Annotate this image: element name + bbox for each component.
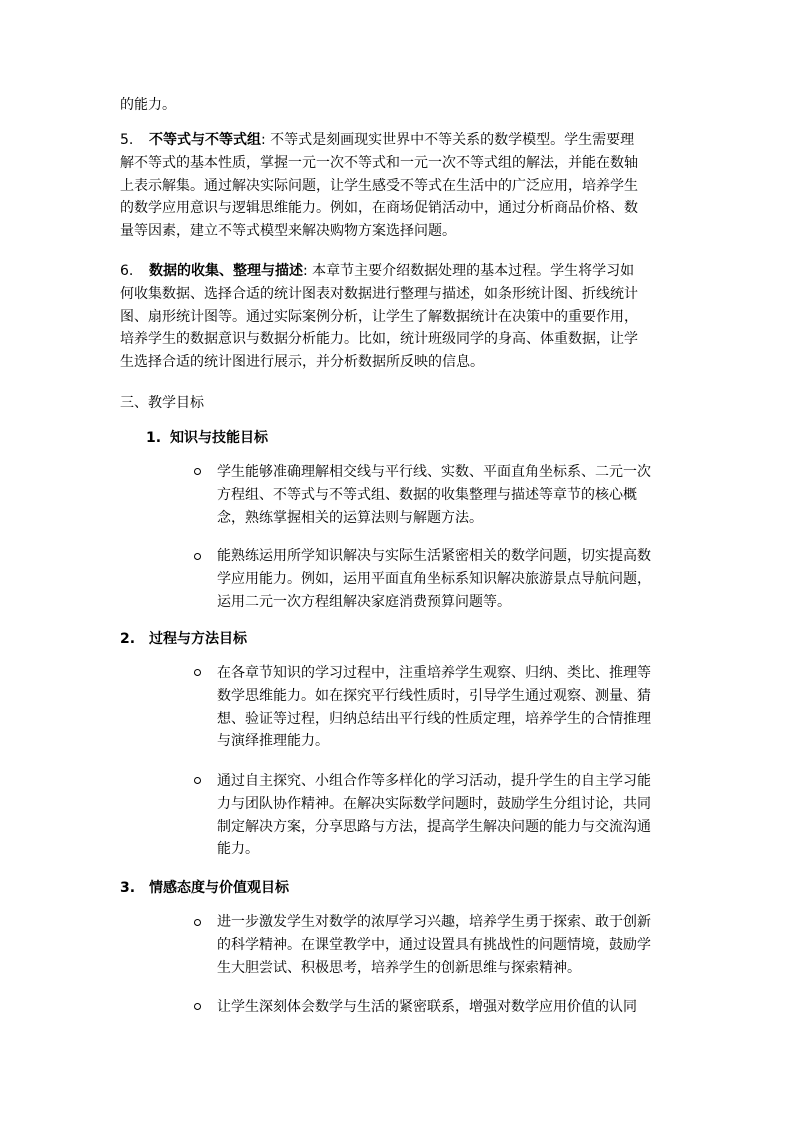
bullet-line: 生大胆尝试、积极思考，培养学生的创新思维与探索精神。 <box>217 959 581 976</box>
goal-number: 3. <box>120 880 136 896</box>
bullet-line: 学生能够准确理解相交线与平行线、实数、平面直角坐标系、二元一次 <box>217 464 651 480</box>
bullet-circle-icon <box>194 669 201 676</box>
goal-number: 2. <box>120 631 136 647</box>
continuation-line: 的能力。 <box>120 97 176 113</box>
bullet-line: 进一步激发学生对数学的浓厚学习兴趣，培养学生勇于探索、敢于创新 <box>217 914 651 930</box>
bullet-line: 与演绎推理能力。 <box>217 733 329 750</box>
bullet-line: 力与团队协作精神。在解决实际数学问题时，鼓励学生分组讨论，共同 <box>217 795 651 812</box>
goal-number: 1. <box>146 430 162 446</box>
bullet-line: 念，熟练掌握相关的运算法则与解题方法。 <box>217 509 483 526</box>
bullet-circle-icon <box>194 1003 201 1010</box>
bullet-line: 让学生深刻体会数学与生活的紧密联系，增强对数学应用价值的认同 <box>217 999 637 1015</box>
item-paragraph <box>149 129 634 152</box>
item-line: 量等因素，建立不等式模型来解决购物方案选择问题。 <box>120 223 456 240</box>
goal-title: 情感态度与价值观目标 <box>149 880 289 896</box>
item-paragraph-continuation <box>120 152 638 243</box>
bullet-line: 学应用能力。例如，运用平面直角坐标系知识解决旅游景点导航问题， <box>217 570 651 587</box>
bullet-line: 在各章节知识的学习过程中，注重培养学生观察、归纳、类比、推理等 <box>217 665 651 681</box>
bullet-line: 能熟练运用所学知识解决与实际生活紧密相关的数学问题，切实提高数 <box>217 548 651 564</box>
bullet-line: 方程组、不等式与不等式组、数据的收集整理与描述等章节的核心概 <box>217 486 637 503</box>
item-line: 上表示解集。通过解决实际问题，让学生感受不等式在生活中的广泛应用，培养学生 <box>120 177 638 194</box>
item-number: 6. <box>120 263 134 279</box>
item-paragraph <box>149 260 634 283</box>
bullet-line: 想、验证等过程，归纳总结出平行线的性质定理，培养学生的合情推理 <box>217 710 651 727</box>
item-paragraph-continuation <box>120 283 638 374</box>
section-heading-text: 三、教学目标 <box>120 395 204 411</box>
goal-bullet-text <box>217 461 651 529</box>
goal-bullet-text <box>217 996 637 1019</box>
bullet-line: 数学思维能力。如在探究平行线性质时，引导学生通过观察、测量、猜 <box>217 687 651 704</box>
bullet-line: 的科学精神。在课堂教学中，通过设置具有挑战性的问题情境，鼓励学 <box>217 936 651 953</box>
bullet-line: 能力。 <box>217 841 259 858</box>
item-line: 培养学生的数据意识与数据分析能力。比如，统计班级同学的身高、体重数据，让学 <box>120 331 638 348</box>
continuation-text <box>120 94 176 117</box>
item-number: 5. <box>120 132 134 148</box>
bullet-line: 制定解决方案，分享思路与方法，提高学生解决问题的能力与交流沟通 <box>217 818 651 835</box>
item-title: 不等式与不等式组 <box>149 132 261 148</box>
goal-bullet-text <box>217 545 651 613</box>
bullet-line: 通过自主探究、小组合作等多样化的学习活动，提升学生的自主学习能 <box>217 773 651 789</box>
item-line: : 不等式是刻画现实世界中不等关系的数学模型。学生需要理 <box>261 132 635 148</box>
item-line: 的数学应用意识与逻辑思维能力。例如，在商场促销活动中，通过分析商品价格、数 <box>120 200 638 217</box>
bullet-circle-icon <box>194 553 201 560</box>
goal-bullet-text <box>217 911 651 979</box>
goal-bullet-text <box>217 662 651 753</box>
goal-bullet-text <box>217 770 651 861</box>
item-line: 解不等式的基本性质，掌握一元一次不等式和一元一次不等式组的解法，并能在数轴 <box>120 154 638 171</box>
bullet-circle-icon <box>194 468 201 475</box>
section-heading <box>120 392 204 415</box>
item-line: : 本章节主要介绍数据处理的基本过程。学生将学习如 <box>303 263 635 279</box>
item-line: 何收集数据、选择合适的统计图表对数据进行整理与描述，如条形统计图、折线统计 <box>120 285 638 302</box>
goal-title: 过程与方法目标 <box>149 631 247 647</box>
item-line: 图、扇形统计图等。通过实际案例分析，让学生了解数据统计在决策中的重要作用， <box>120 308 638 325</box>
item-line: 生选择合适的统计图进行展示，并分析数据所反映的信息。 <box>120 354 484 371</box>
bullet-circle-icon <box>194 777 201 784</box>
bullet-line: 运用二元一次方程组解决家庭消费预算问题等。 <box>217 593 511 610</box>
goal-title: 知识与技能目标 <box>170 430 268 446</box>
bullet-circle-icon <box>194 919 201 926</box>
item-title: 数据的收集、整理与描述 <box>149 263 303 279</box>
